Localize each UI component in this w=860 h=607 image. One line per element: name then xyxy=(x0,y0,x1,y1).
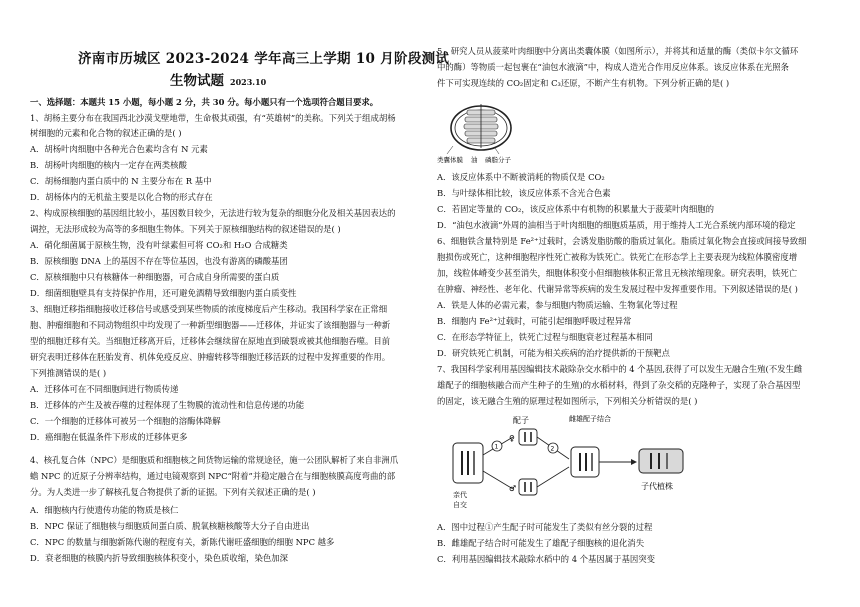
exam-subtitle xyxy=(170,73,267,89)
option-b: B．雌雄配子结合时可能发生了雄配子细胞核的退化消失 xyxy=(437,538,645,548)
question-stem: 3、细胞迁移指细胞接收迁移信号或感受到某些物质的浓度梯度后产生移动。我国科学家在正常细 xyxy=(30,304,388,314)
exam-title: 济南市历城区 2023-2024 学年高三上学期 10 月阶段测试 xyxy=(78,51,450,67)
option-c: C．利用基因编辑技术敲除水稻中的 4 个基因属于基因突变 xyxy=(437,554,656,564)
option-c: C．NPC 的数量与细胞新陈代谢的程度有关，新陈代谢旺盛细胞的细胞 NPC 越多 xyxy=(30,537,335,547)
question-stem: 7、我国科学家利用基因编辑技术敲除杂交水稻中的 4 个基因,获得了可以发生无融合生殖(不发生雌 xyxy=(437,364,803,374)
label-parent: 亲代 xyxy=(453,491,467,499)
option-b: B．原核细胞 DNA 上的基因不存在等位基因，也没有游离的磷酸基团 xyxy=(30,256,288,266)
svg-text:2: 2 xyxy=(550,445,555,453)
question-stem: 在肿瘤、神经性、老年化、代谢异常等疾病的发生发展过程中发挥重要作用。下列叙述错误的是( ) xyxy=(437,284,798,294)
male-symbol-icon: ♂ xyxy=(509,484,517,493)
exam-date: 2023.10 xyxy=(230,77,267,87)
question-stem: 胞损伤或死亡，这种细胞程序性死亡被称为铁死亡。铁死亡在形态学上主要表现为线粒体膜密度增 xyxy=(437,252,798,262)
option-b: B．细胞内 Fe²⁺过载时，可能引起细胞呼吸过程异常 xyxy=(437,316,632,326)
question-stem: 下列推测错误的是( ) xyxy=(30,368,107,378)
question-stem: 5、研究人员从菠菜叶肉细胞中分离出类囊体膜（如图所示），并将其和适量的酶（类似卡尔文循环 xyxy=(437,46,799,56)
question-stem: 6、细胞铁含量特别是 Fe²⁺过载时，会诱发脂肪酸的脂质过氧化。脂质过氧化物会直接或间接导致细 xyxy=(437,236,807,246)
label-fusion: 雌雄配子结合 xyxy=(569,415,611,423)
question-stem: 胞、肿瘤细胞和不同动物组织中均发现了一种新型细胞器——迁移体，并证实了该细胞器与一种新 xyxy=(30,320,391,330)
question-stem: 2、构成原核细胞的基因组比较小，基因数目较少，无法进行较为复杂的细胞分化及相关基因表达的 xyxy=(30,208,396,218)
thylakoid-figure xyxy=(437,98,527,168)
parent-cell xyxy=(453,443,483,483)
subtitle-text: 生物试题 xyxy=(170,73,224,89)
option-d: D．细菌细胞壁具有支持保护作用，还可避免酒精导致细胞内蛋白质变性 xyxy=(30,288,297,298)
question-stem: 1、胡杨主要分布在我国西北沙漠戈壁地带，生命极其顽强，有“英雄树”的美称。下列关于组成胡杨 xyxy=(30,113,396,123)
label-selfing: 自交 xyxy=(453,501,467,509)
figure-label-thylakoid: 类囊体膜 xyxy=(437,156,463,164)
offspring-cell xyxy=(639,449,683,473)
question-stem: 中的酶）等物质一起包裹在“油包水液滴”中，构成人造光合作用反应体系。该反应体系在光照条 xyxy=(437,62,789,72)
option-a: A．迁移体可在不同细胞间进行物质传递 xyxy=(30,384,179,394)
question-stem: 蟾 NPC 的近原子分辨率结构，通过电镜观察到 NPC“附着”并稳定融合在与细胞核膜高度弯曲的部 xyxy=(30,471,396,481)
option-c: C．胡杨细胞内蛋白质中的 N 主要分布在 R 基中 xyxy=(30,176,212,186)
female-symbol-icon: ♀ xyxy=(509,434,515,443)
figure-label-phospholipid: 磷脂分子 xyxy=(485,156,511,164)
option-b: B．胡杨叶肉细胞的核内一定存在两类核酸 xyxy=(30,160,187,170)
option-c: C．在形态学特征上，铁死亡过程与细胞衰老过程基本相同 xyxy=(437,332,653,342)
option-a: A．细胞核内行使遗传功能的物质是核仁 xyxy=(30,505,179,515)
option-b: B．与叶绿体相比较，该反应体系不含光合色素 xyxy=(437,188,611,198)
option-b: B．NPC 保证了细胞核与细胞质间蛋白质、脱氧核糖核酸等大分子自由进出 xyxy=(30,521,310,531)
question-stem: 型的细胞迁移有关。当细胞迁移离开后，迁移体会继续留在原地直到破裂或被其他细胞吞噬。目前 xyxy=(30,336,391,346)
option-d: D．癌细胞在低温条件下形成的迁移体更多 xyxy=(30,432,188,442)
option-d: D．研究铁死亡机制，可能为相关疾病的治疗提供新的干预靶点 xyxy=(437,348,670,358)
option-c: C．若固定等量的 CO₂，该反应体系中有机物的积累量大于菠菜叶肉细胞的 xyxy=(437,204,714,214)
question-stem: 的固定，该无融合生殖的原理过程如图所示，下列相关分析错误的是( ) xyxy=(437,396,698,406)
label-offspring: 子代植株 xyxy=(641,482,673,491)
label-gamete: 配子 xyxy=(513,416,529,425)
question-stem: 树细胞的元素和化合物的叙述正确的是( ) xyxy=(30,128,182,138)
section-heading: 一、选择题：本题共 15 小题，每小题 2 分，共 30 分。每小题只有一个选项符合题目要求。 xyxy=(30,97,379,107)
question-stem: 分。为人类进一步了解核孔复合物提供了新的证据。下列有关叙述正确的是( ) xyxy=(30,487,316,497)
question-stem: 雄配子的细胞核融合而产生种子的生殖)的水稻材料，得到了杂交稻的克隆种子，实现了杂合基因型 xyxy=(437,380,801,390)
svg-text:1: 1 xyxy=(494,443,499,451)
question-stem: 件下可实现连续的 CO₂固定和 C₃还原，不断产生有机物。下列分析正确的是( ) xyxy=(437,78,730,88)
figure-label-oil: 油 xyxy=(471,156,478,164)
option-c: C．原核细胞中只有核糖体一种细胞器，可合成自身所需要的蛋白质 xyxy=(30,272,280,282)
option-c: C．一个细胞的迁移体可被另一个细胞的溶酶体降解 xyxy=(30,416,221,426)
question-stem: 4、核孔复合体（NPC）是细胞质和细胞核之间货物运输的常规途径，施一公团队解析了来自非洲爪 xyxy=(30,455,399,465)
option-d: D．衰老细胞的核膜内折导致细胞核体积变小，染色质收缩，染色加深 xyxy=(30,553,288,563)
option-a: A．该反应体系中不断被消耗的物质仅是 CO₂ xyxy=(437,172,605,182)
gamete-cells xyxy=(509,429,537,495)
option-d: D．胡杨体内的无机盐主要是以化合物的形式存在 xyxy=(30,192,213,202)
option-a: A．图中过程①产生配子时可能发生了类似有丝分裂的过程 xyxy=(437,522,653,532)
question-stem: 研究表明迁移体在胚胎发育、机体免疫反应、肿瘤转移等细胞迁移活跃的过程中发挥重要的作用。 xyxy=(30,352,391,362)
question-stem: 调控，无法形成较为高等的多细胞生物体。下列关于原核细胞结构的叙述错误的是( ) xyxy=(30,224,341,234)
option-b: B．迁移体的产生及被吞噬的过程体现了生物膜的流动性和信息传递的功能 xyxy=(30,400,305,410)
question-stem: 加，线粒体嵴变少甚至消失，细胞体积变小但细胞核体积正常且无核浓缩现象。研究表明，铁死亡 xyxy=(437,268,798,278)
option-a: A．铁是人体的必需元素，参与细胞内物质运输、生物氧化等过程 xyxy=(437,300,678,310)
option-a: A．硝化细菌属于原核生物，没有叶绿素但可将 CO₂和 H₂O 合成糖类 xyxy=(30,240,288,250)
option-a: A．胡杨叶肉细胞中各种光合色素均含有 N 元素 xyxy=(30,144,208,154)
option-d: D．“油包水液滴”外周的油相当于叶肉细胞的细胞质基质，用于维持人工光合系统内部环境的稳定 xyxy=(437,220,796,230)
zygote-cell xyxy=(571,447,599,477)
apomixis-figure xyxy=(447,413,707,517)
